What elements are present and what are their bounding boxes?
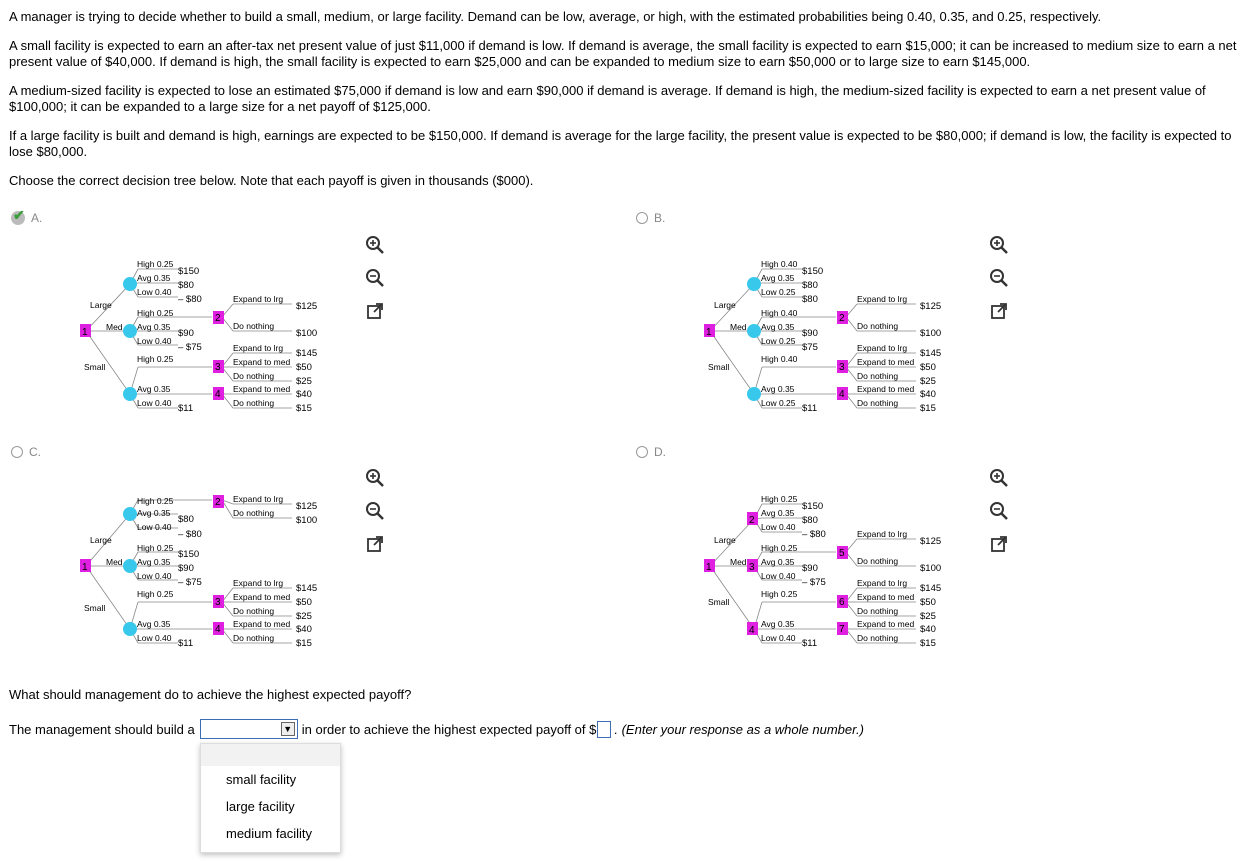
payoff: $90 xyxy=(802,563,818,574)
payoff: $25 xyxy=(920,376,936,387)
payoff: $150 xyxy=(178,266,200,277)
branch-label: Med xyxy=(106,557,123,567)
branch-label: Do nothing xyxy=(857,606,899,616)
branch-label: Expand to lrg xyxy=(857,343,908,353)
branch-label: Low 0.25 xyxy=(761,287,796,297)
branch-label: Expand to lrg xyxy=(233,494,284,504)
zoom-in-icon[interactable] xyxy=(989,235,1009,255)
payoff: $50 xyxy=(296,597,312,608)
branch-label: Do nothing xyxy=(857,321,899,331)
node-label: 3 xyxy=(839,362,845,373)
branch-label: Small xyxy=(84,362,106,372)
node-label: 3 xyxy=(215,597,221,608)
node-label: 1 xyxy=(82,562,88,573)
branch-label: Expand to lrg xyxy=(857,578,908,588)
payoff: $11 xyxy=(178,638,194,649)
payoff: $11 xyxy=(802,638,818,649)
branch-label: Avg 0.35 xyxy=(761,508,795,518)
branch-label: High 0.25 xyxy=(137,259,174,269)
node-label: 4 xyxy=(215,389,221,400)
branch-label: High 0.25 xyxy=(137,589,174,599)
branch-label: Small xyxy=(708,597,730,607)
node-label: 2 xyxy=(749,515,755,526)
payoff: $125 xyxy=(296,301,318,312)
branch-label: Do nothing xyxy=(857,633,899,643)
tools-d xyxy=(989,468,1013,567)
payoff: $15 xyxy=(296,403,312,414)
payoff: $125 xyxy=(920,536,942,547)
node-label: 1 xyxy=(706,562,712,573)
dropdown-option-medium[interactable]: medium facility xyxy=(226,826,312,841)
payoff: $25 xyxy=(296,376,312,387)
branch-label: High 0.25 xyxy=(137,496,174,506)
branch-label: Med xyxy=(730,557,747,567)
branch-label: Expand to med xyxy=(233,619,291,629)
branch-label: Low 0.40 xyxy=(137,633,172,643)
zoom-out-icon[interactable] xyxy=(989,501,1009,521)
dropdown-arrow-icon[interactable]: ▼ xyxy=(281,722,295,736)
payoff: $15 xyxy=(920,638,936,649)
payoff: $100 xyxy=(920,328,942,339)
payoff: $40 xyxy=(920,624,936,635)
branch-label: Expand to lrg xyxy=(233,578,284,588)
decision-tree-d xyxy=(704,490,964,655)
branch-label: Med xyxy=(106,322,123,332)
tools-c xyxy=(365,468,389,567)
branch-label: Expand to med xyxy=(233,592,291,602)
dropdown-option-small[interactable]: small facility xyxy=(226,772,297,787)
payoff: $90 xyxy=(178,563,194,574)
branch-label: Large xyxy=(90,300,112,310)
branch-label: Low 0.25 xyxy=(761,336,796,346)
zoom-in-icon[interactable] xyxy=(365,235,385,255)
branch-label: Avg 0.35 xyxy=(761,384,795,394)
payoff: $15 xyxy=(920,403,936,414)
decision-tree-c xyxy=(80,490,340,655)
branch-label: Low 0.40 xyxy=(137,571,172,581)
open-new-window-icon[interactable] xyxy=(989,534,1009,554)
problem-medium-facility: A medium-sized facility is expected to lose an estimated $75,000 if demand is low and earn $90,000 if demand is average. If demand is high, the medium-sized facility is expected to earn a net present value of $100,000; it can be expanded to a large size for a net payoff of $125,000. xyxy=(9,83,1206,114)
branch-label: Expand to med xyxy=(857,592,915,602)
payoff: – $80 xyxy=(178,529,202,540)
answer-prefix: The management should build a xyxy=(9,721,195,737)
option-b-label: B. xyxy=(654,211,666,225)
branch-label: Do nothing xyxy=(233,321,275,331)
branch-label: Expand to med xyxy=(857,619,915,629)
payoff: $40 xyxy=(296,624,312,635)
option-b[interactable] xyxy=(636,211,665,225)
problem-large-facility: If a large facility is built and demand is high, earnings are expected to be $150,000. If demand is average for the large facility, the present value is expected to be $80,000; if demand is low, the facility is expected to lose $80,000. xyxy=(9,128,1232,159)
branch-label: Do nothing xyxy=(233,371,275,381)
payoff: $145 xyxy=(296,583,318,594)
node-label: 2 xyxy=(215,313,221,324)
payoff: $50 xyxy=(296,362,312,373)
node-label: 2 xyxy=(215,497,221,508)
payoff: $40 xyxy=(920,389,936,400)
zoom-out-icon[interactable] xyxy=(365,268,385,288)
node-label: 6 xyxy=(839,597,845,608)
problem-intro: A manager is trying to decide whether to build a small, medium, or large facility. Demand can be low, average, or high, with the estimated probabilities being 0.40, 0.35, and 0.25, respectively. xyxy=(9,9,1102,24)
problem-small-facility: A small facility is expected to earn an after-tax net present value of just $11,000 if demand is low. If demand is average, the small facility is expected to earn $15,000; it can be increased to medium size to earn a net present value of $40,000. If demand is high, the small facility is expected to earn $25,000 and can be expanded to medium size to earn $50,000 or to large size to earn $145,000. xyxy=(9,38,1237,69)
branch-label: Do nothing xyxy=(857,371,899,381)
option-a-label: A. xyxy=(31,211,43,225)
option-d-radio[interactable] xyxy=(636,446,648,458)
branch-label: Avg 0.35 xyxy=(761,322,795,332)
branch-label: Expand to lrg xyxy=(233,294,284,304)
facility-dropdown-menu xyxy=(200,743,341,853)
option-d-label: D. xyxy=(654,445,666,459)
payoff: $100 xyxy=(296,515,318,526)
payoff: $145 xyxy=(296,348,318,359)
zoom-in-icon[interactable] xyxy=(989,468,1009,488)
branch-label: Low 0.40 xyxy=(761,633,796,643)
node-label: 4 xyxy=(839,389,845,400)
node-label: 3 xyxy=(749,562,755,573)
payoff: – $75 xyxy=(178,577,202,588)
payoff: – $75 xyxy=(178,342,202,353)
payoff: $75 xyxy=(802,342,818,353)
branch-label: High 0.40 xyxy=(761,259,798,269)
node-label: 3 xyxy=(215,362,221,373)
payoff: $25 xyxy=(920,611,936,622)
answer-middle: in order to achieve the highest expected payoff of $ xyxy=(301,721,597,737)
node-label: 4 xyxy=(749,625,755,636)
branch-label: Low 0.40 xyxy=(137,398,172,408)
branch-label: High 0.25 xyxy=(761,543,798,553)
branch-label: High 0.25 xyxy=(137,543,174,553)
branch-label: High 0.25 xyxy=(761,494,798,504)
branch-label: Do nothing xyxy=(233,398,275,408)
branch-label: Large xyxy=(90,535,112,545)
payoff: $80 xyxy=(802,515,818,526)
payoff: $80 xyxy=(802,280,818,291)
facility-select[interactable] xyxy=(200,719,298,739)
branch-label: Small xyxy=(708,362,730,372)
branch-label: Do nothing xyxy=(857,398,899,408)
payoff: $150 xyxy=(178,549,200,560)
branch-label: Avg 0.35 xyxy=(137,557,171,567)
branch-label: Large xyxy=(714,535,736,545)
branch-label: Do nothing xyxy=(233,606,275,616)
branch-label: Expand to med xyxy=(233,357,291,367)
branch-label: Low 0.40 xyxy=(137,336,172,346)
decision-tree-a xyxy=(80,255,340,420)
branch-label: Low 0.40 xyxy=(761,571,796,581)
option-d[interactable] xyxy=(636,445,666,459)
payoff: $80 xyxy=(178,280,194,291)
branch-label: High 0.40 xyxy=(761,308,798,318)
branch-label: Expand to med xyxy=(233,384,291,394)
branch-label: Avg 0.35 xyxy=(761,557,795,567)
problem-instruction: Choose the correct decision tree below. Note that each payoff is given in thousands ($000). xyxy=(9,173,534,188)
branch-label: Low 0.40 xyxy=(137,522,172,532)
branch-label: Avg 0.35 xyxy=(137,384,171,394)
payoff: $145 xyxy=(920,348,942,359)
option-c-label: C. xyxy=(29,445,41,459)
payoff: – $80 xyxy=(802,529,826,540)
check-icon: ✔ xyxy=(13,207,25,223)
zoom-out-icon[interactable] xyxy=(989,268,1009,288)
payoff: $80 xyxy=(178,514,194,525)
node-label: 1 xyxy=(82,327,88,338)
payoff: $11 xyxy=(802,403,818,414)
payoff: $150 xyxy=(802,266,824,277)
payoff: – $80 xyxy=(178,294,202,305)
question-text: What should management do to achieve the highest expected payoff? xyxy=(9,687,412,702)
payoff: $50 xyxy=(920,362,936,373)
payoff: $25 xyxy=(296,611,312,622)
payoff: $90 xyxy=(178,328,194,339)
branch-label: Avg 0.35 xyxy=(761,619,795,629)
payoff: $145 xyxy=(920,583,942,594)
option-a[interactable] xyxy=(11,207,43,225)
answer-row xyxy=(9,719,864,739)
branch-label: Expand to lrg xyxy=(857,529,908,539)
open-new-window-icon[interactable] xyxy=(365,301,385,321)
payoff: $100 xyxy=(296,328,318,339)
branch-label: Large xyxy=(714,300,736,310)
payoff: $100 xyxy=(920,563,942,574)
option-c[interactable] xyxy=(11,445,41,459)
branch-label: Expand to med xyxy=(857,384,915,394)
payoff-input[interactable] xyxy=(597,721,611,738)
payoff: $150 xyxy=(802,501,824,512)
branch-label: Do nothing xyxy=(233,633,275,643)
decision-tree-b xyxy=(704,255,964,420)
branch-label: Avg 0.35 xyxy=(137,508,171,518)
branch-label: Do nothing xyxy=(233,508,275,518)
payoff: – $75 xyxy=(802,577,826,588)
branch-label: Expand to med xyxy=(857,357,915,367)
branch-label: Avg 0.35 xyxy=(761,273,795,283)
branch-label: High 0.25 xyxy=(137,354,174,364)
node-label: 2 xyxy=(839,313,845,324)
branch-label: Expand to lrg xyxy=(233,343,284,353)
branch-label: Low 0.40 xyxy=(137,287,172,297)
node-label: 5 xyxy=(839,548,845,559)
tools-a xyxy=(365,235,389,334)
branch-label: Avg 0.35 xyxy=(137,273,171,283)
dropdown-option-large[interactable]: large facility xyxy=(226,799,295,814)
open-new-window-icon[interactable] xyxy=(365,534,385,554)
payoff: $15 xyxy=(296,638,312,649)
payoff: $50 xyxy=(920,597,936,608)
branch-label: High 0.40 xyxy=(761,354,798,364)
option-b-radio[interactable] xyxy=(636,212,648,224)
branch-label: High 0.25 xyxy=(137,308,174,318)
tools-b xyxy=(989,235,1013,334)
payoff: $125 xyxy=(920,301,942,312)
node-label: 1 xyxy=(706,327,712,338)
branch-label: Low 0.25 xyxy=(761,398,796,408)
payoff: $40 xyxy=(296,389,312,400)
zoom-out-icon[interactable] xyxy=(365,501,385,521)
branch-label: Expand to lrg xyxy=(857,294,908,304)
dropdown-blank-option[interactable] xyxy=(201,744,340,766)
option-c-radio[interactable] xyxy=(11,446,23,458)
payoff: $11 xyxy=(178,403,194,414)
branch-label: Small xyxy=(84,603,106,613)
branch-label: Avg 0.35 xyxy=(137,322,171,332)
branch-label: Avg 0.35 xyxy=(137,619,171,629)
branch-label: Med xyxy=(730,322,747,332)
payoff: $80 xyxy=(802,294,818,305)
node-label: 7 xyxy=(839,624,845,635)
payoff: $125 xyxy=(296,501,318,512)
node-label: 4 xyxy=(215,624,221,635)
branch-label: Low 0.40 xyxy=(761,522,796,532)
branch-label: Do nothing xyxy=(857,556,899,566)
payoff: $90 xyxy=(802,328,818,339)
open-new-window-icon[interactable] xyxy=(989,301,1009,321)
answer-hint: . (Enter your response as a whole number.) xyxy=(614,721,864,737)
zoom-in-icon[interactable] xyxy=(365,468,385,488)
branch-label: High 0.25 xyxy=(761,589,798,599)
